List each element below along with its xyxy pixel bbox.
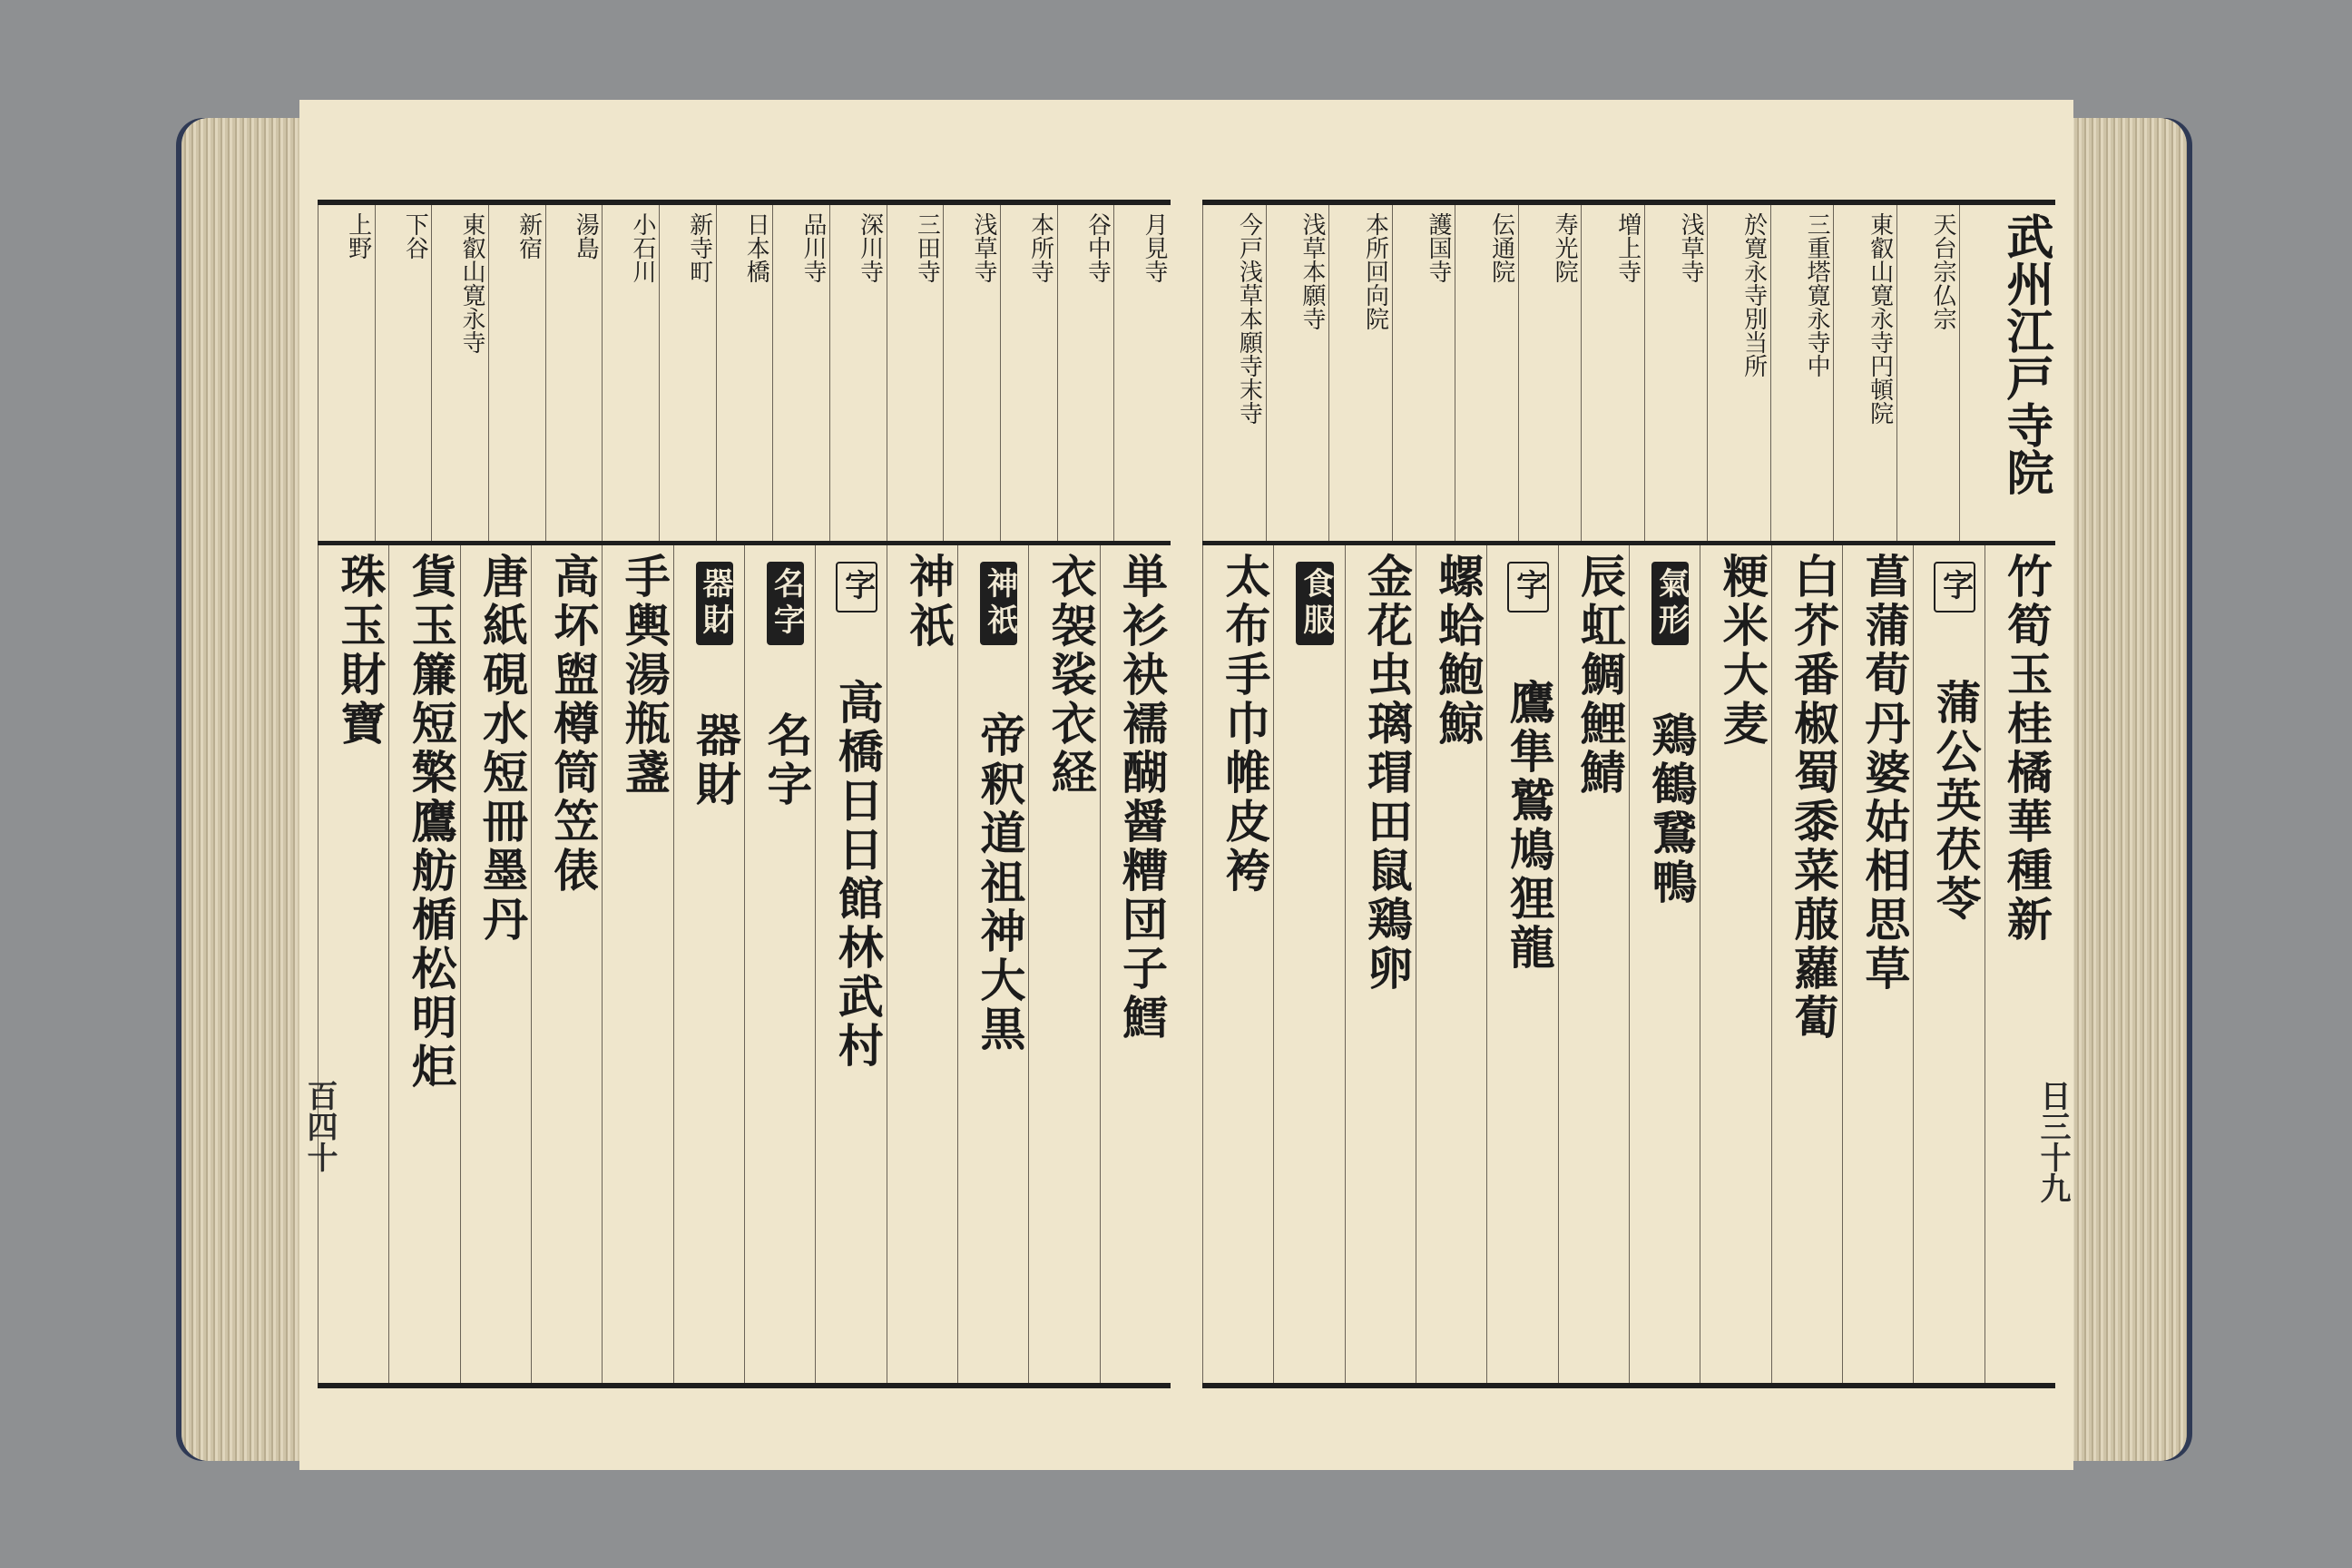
right-lower-column: 螺蛤鮑鯨 xyxy=(1416,545,1486,1383)
right-page-number: 日三十九 xyxy=(2034,1080,2071,1203)
right-lower-register xyxy=(1202,545,2055,1383)
section-tag: 氣形 xyxy=(1651,562,1689,645)
left-lower-column xyxy=(815,545,886,1383)
page-title: 武州江戸寺院 xyxy=(1959,205,2055,541)
right-lower-column: 辰虹鯛鯉鯖 xyxy=(1558,545,1629,1383)
right-upper-column: 浅草本願寺 xyxy=(1266,205,1329,541)
left-lower-column: 珠玉財寶 xyxy=(318,545,388,1383)
right-upper-column: 於寛永寺別当所 xyxy=(1707,205,1770,541)
section-tag: 神祇 xyxy=(980,562,1017,645)
right-upper-column: 今戸浅草本願寺末寺 xyxy=(1202,205,1266,541)
left-lower-column: 単衫袂襦醐醤糟団子鱈 xyxy=(1100,545,1171,1383)
left-lower-text: 名字 xyxy=(760,711,814,809)
left-upper-column: 深川寺 xyxy=(829,205,887,541)
right-lower-text: 鷹隼鷲鳩狸龍 xyxy=(1502,679,1556,973)
right-lower-column xyxy=(1273,545,1344,1383)
left-upper-column: 谷中寺 xyxy=(1057,205,1114,541)
left-lower-text: 帝釈道祖神大黒 xyxy=(973,711,1027,1054)
right-lower-column: 竹筍玉桂橘華種新 xyxy=(1984,545,2055,1383)
left-lower-column xyxy=(673,545,744,1383)
right-upper-column: 寿光院 xyxy=(1518,205,1582,541)
right-upper-column: 天台宗仏宗 xyxy=(1896,205,1960,541)
right-upper-column: 三重塔寛永寺中 xyxy=(1770,205,1834,541)
left-lower-column: 貨玉簾短檠鷹舫楯松明炬 xyxy=(388,545,459,1383)
left-upper-column: 品川寺 xyxy=(772,205,829,541)
right-upper-register xyxy=(1202,205,2055,545)
left-upper-column: 本所寺 xyxy=(1000,205,1057,541)
right-upper-column: 本所回向院 xyxy=(1328,205,1392,541)
section-tag: 字 xyxy=(836,562,877,612)
right-upper-column: 護国寺 xyxy=(1392,205,1455,541)
right-lower-column: 粳米大麦 xyxy=(1700,545,1770,1383)
left-lower-text: 器財 xyxy=(689,711,743,809)
right-upper-column: 伝通院 xyxy=(1455,205,1518,541)
section-tag: 器財 xyxy=(696,562,733,645)
left-lower-column: 神祇 xyxy=(887,545,957,1383)
right-page xyxy=(1184,100,2073,1470)
left-upper-register xyxy=(318,205,1171,545)
right-upper-column: 東叡山寛永寺円頓院 xyxy=(1833,205,1896,541)
right-lower-column xyxy=(1913,545,1984,1383)
right-lower-column: 白芥番椒蜀黍菜菔蘿蔔 xyxy=(1771,545,1842,1383)
left-upper-column: 上野 xyxy=(318,205,375,541)
book-edge-right xyxy=(2060,118,2187,1461)
left-upper-column: 浅草寺 xyxy=(943,205,1000,541)
section-tag: 名字 xyxy=(767,562,804,645)
section-tag: 食服 xyxy=(1296,562,1333,645)
left-upper-column: 新寺町 xyxy=(659,205,716,541)
left-lower-column xyxy=(744,545,815,1383)
right-lower-text: 蒲公英茯苓 xyxy=(1928,679,1983,924)
left-upper-column: 月見寺 xyxy=(1113,205,1171,541)
left-lower-column xyxy=(957,545,1028,1383)
book-edge-left xyxy=(181,118,309,1461)
left-upper-column: 下谷 xyxy=(375,205,432,541)
right-page-frame xyxy=(1202,200,2055,1388)
left-page-number: 百四十 xyxy=(301,1080,338,1172)
right-lower-column: 太布手巾帷皮袴 xyxy=(1202,545,1273,1383)
right-upper-column: 増上寺 xyxy=(1581,205,1644,541)
left-lower-text: 高橋日日館林武村 xyxy=(830,679,885,1071)
left-upper-column: 日本橋 xyxy=(716,205,773,541)
left-upper-column: 新宿 xyxy=(488,205,545,541)
left-upper-column: 小石川 xyxy=(602,205,659,541)
left-lower-column: 唐紙硯水短冊墨丹 xyxy=(460,545,531,1383)
right-lower-column: 金花虫璃瑁田鼠鶏卵 xyxy=(1345,545,1416,1383)
left-lower-column: 手輿湯瓶盞 xyxy=(602,545,672,1383)
right-lower-text: 鶏鶴鵞鴨 xyxy=(1644,711,1699,907)
section-tag: 字 xyxy=(1934,562,1975,612)
section-tag: 字 xyxy=(1507,562,1548,612)
left-upper-column: 湯島 xyxy=(545,205,603,541)
right-lower-column xyxy=(1629,545,1700,1383)
right-lower-column: 菖蒲荀丹婆姑相思草 xyxy=(1842,545,1913,1383)
left-lower-register xyxy=(318,545,1171,1383)
open-book xyxy=(181,91,2187,1488)
left-lower-column: 衣袈裟衣経 xyxy=(1028,545,1099,1383)
right-lower-column xyxy=(1486,545,1557,1383)
left-upper-column: 東叡山寛永寺 xyxy=(431,205,488,541)
left-page-frame xyxy=(318,200,1171,1388)
left-page xyxy=(299,100,1189,1470)
left-lower-column: 高坏盥樽筒笠俵 xyxy=(531,545,602,1383)
right-upper-column: 浅草寺 xyxy=(1644,205,1708,541)
left-upper-column: 三田寺 xyxy=(887,205,944,541)
